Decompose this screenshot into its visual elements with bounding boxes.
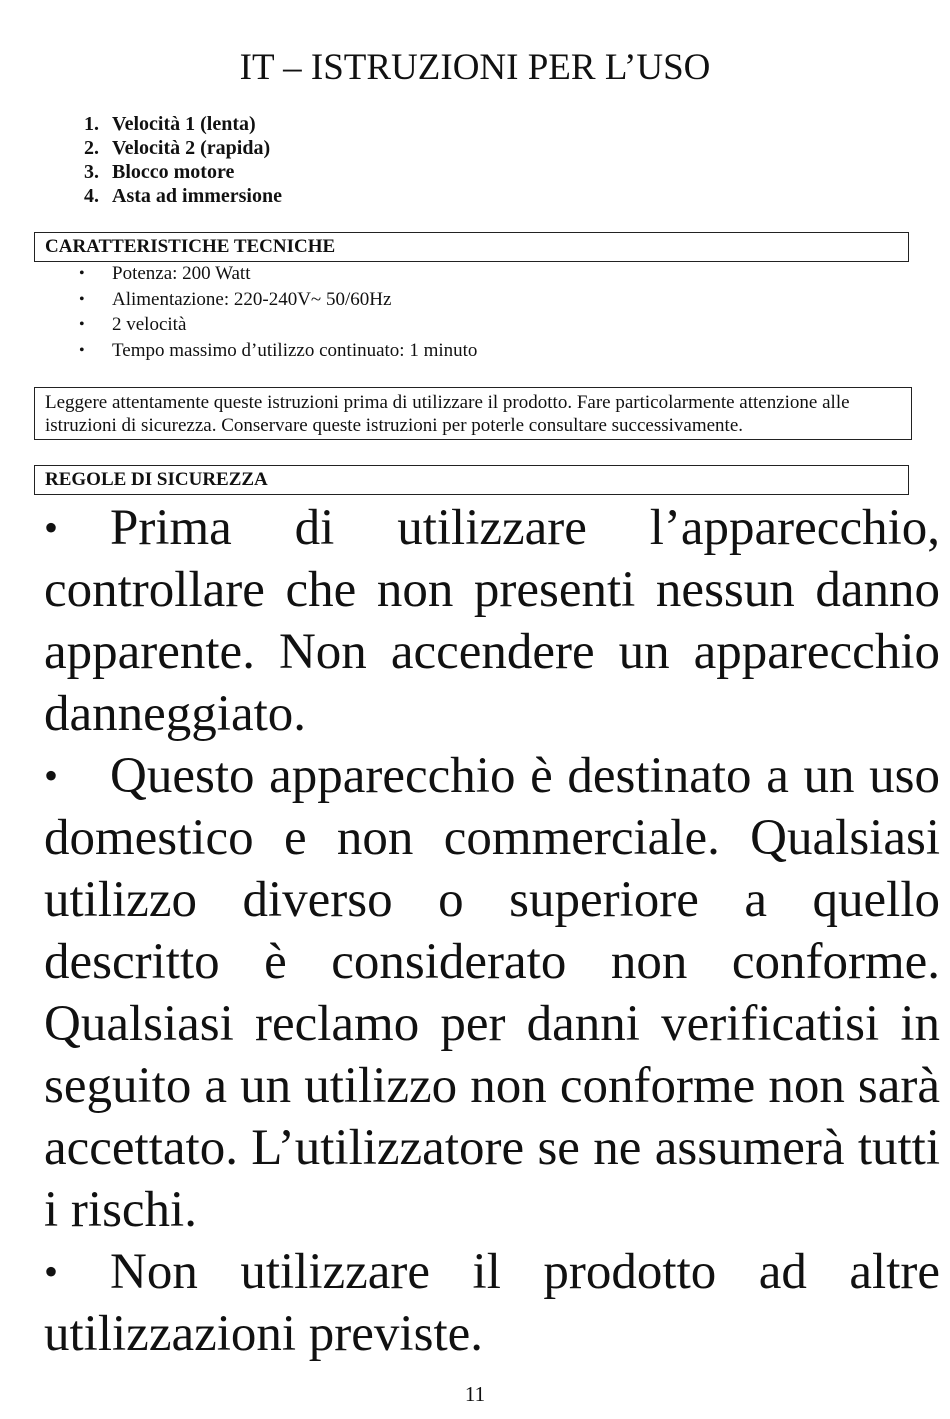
bullet-icon: • — [44, 505, 59, 550]
parts-list-item — [84, 160, 282, 184]
list-number: 2. — [84, 137, 99, 159]
list-number: 1. — [84, 113, 99, 135]
page-number: 11 — [464, 1382, 486, 1406]
bullet-icon: • — [79, 316, 85, 333]
part-label: Blocco motore — [112, 161, 235, 183]
list-number: 3. — [84, 161, 99, 183]
list-number: 4. — [84, 185, 99, 207]
page-title: IT – ISTRUZIONI PER L’USO — [239, 47, 711, 88]
safety-rule — [44, 497, 940, 745]
bullet-icon: • — [79, 265, 85, 282]
spec-text: Tempo massimo d’utilizzo continuato: 1 minuto — [112, 339, 478, 361]
spec-item — [79, 261, 477, 287]
bullet-icon: • — [44, 1249, 59, 1294]
part-label: Velocità 2 (rapida) — [112, 137, 271, 159]
specs-heading: CARATTERISTICHE TECNICHE — [34, 232, 909, 262]
safety-rules — [44, 497, 940, 1365]
specs-list — [79, 261, 477, 363]
parts-list — [84, 112, 282, 208]
notice-box: Leggere attentamente queste istruzioni prima di utilizzare il prodotto. Fare particolarmente attenzione alle istruzioni di sicurezza. Conservare queste istruzioni per poterle consultare successivamente. — [34, 387, 912, 440]
safety-rule-text: Non utilizzare il prodotto ad altre utilizzazioni previste. — [44, 1244, 940, 1362]
safety-rule-text: Questo apparecchio è destinato a un uso domestico e non commerciale. Qualsiasi utilizzo diverso o superiore a quello descritto è considerato non conforme. Qualsiasi reclamo per danni verificatisi in seguito a un utilizzo non conforme non sarà accettato. L’utilizzatore se ne assumerà tutti i rischi. — [44, 748, 940, 1238]
spec-text: Alimentazione: 220-240V~ 50/60Hz — [112, 288, 392, 310]
part-label: Asta ad immersione — [112, 185, 282, 207]
bullet-icon: • — [79, 341, 85, 359]
spec-item — [79, 338, 477, 364]
part-label: Velocità 1 (lenta) — [112, 113, 256, 135]
spec-item — [79, 312, 477, 338]
spec-text: 2 velocità — [112, 314, 187, 335]
parts-list-item — [84, 184, 282, 208]
bullet-icon: • — [44, 753, 59, 798]
bullet-icon: • — [79, 290, 85, 308]
spec-text: Potenza: 200 Watt — [112, 263, 251, 284]
parts-list-item — [84, 136, 282, 160]
parts-list-item — [84, 112, 282, 136]
safety-rule — [44, 1241, 940, 1365]
safety-heading: REGOLE DI SICUREZZA — [34, 465, 909, 495]
safety-rule-text: Prima di utilizzare l’apparecchio, controllare che non presenti nessun danno apparente. Non accendere un apparecchio danneggiato. — [44, 500, 940, 742]
spec-item — [79, 287, 477, 313]
safety-rule — [44, 745, 940, 1241]
